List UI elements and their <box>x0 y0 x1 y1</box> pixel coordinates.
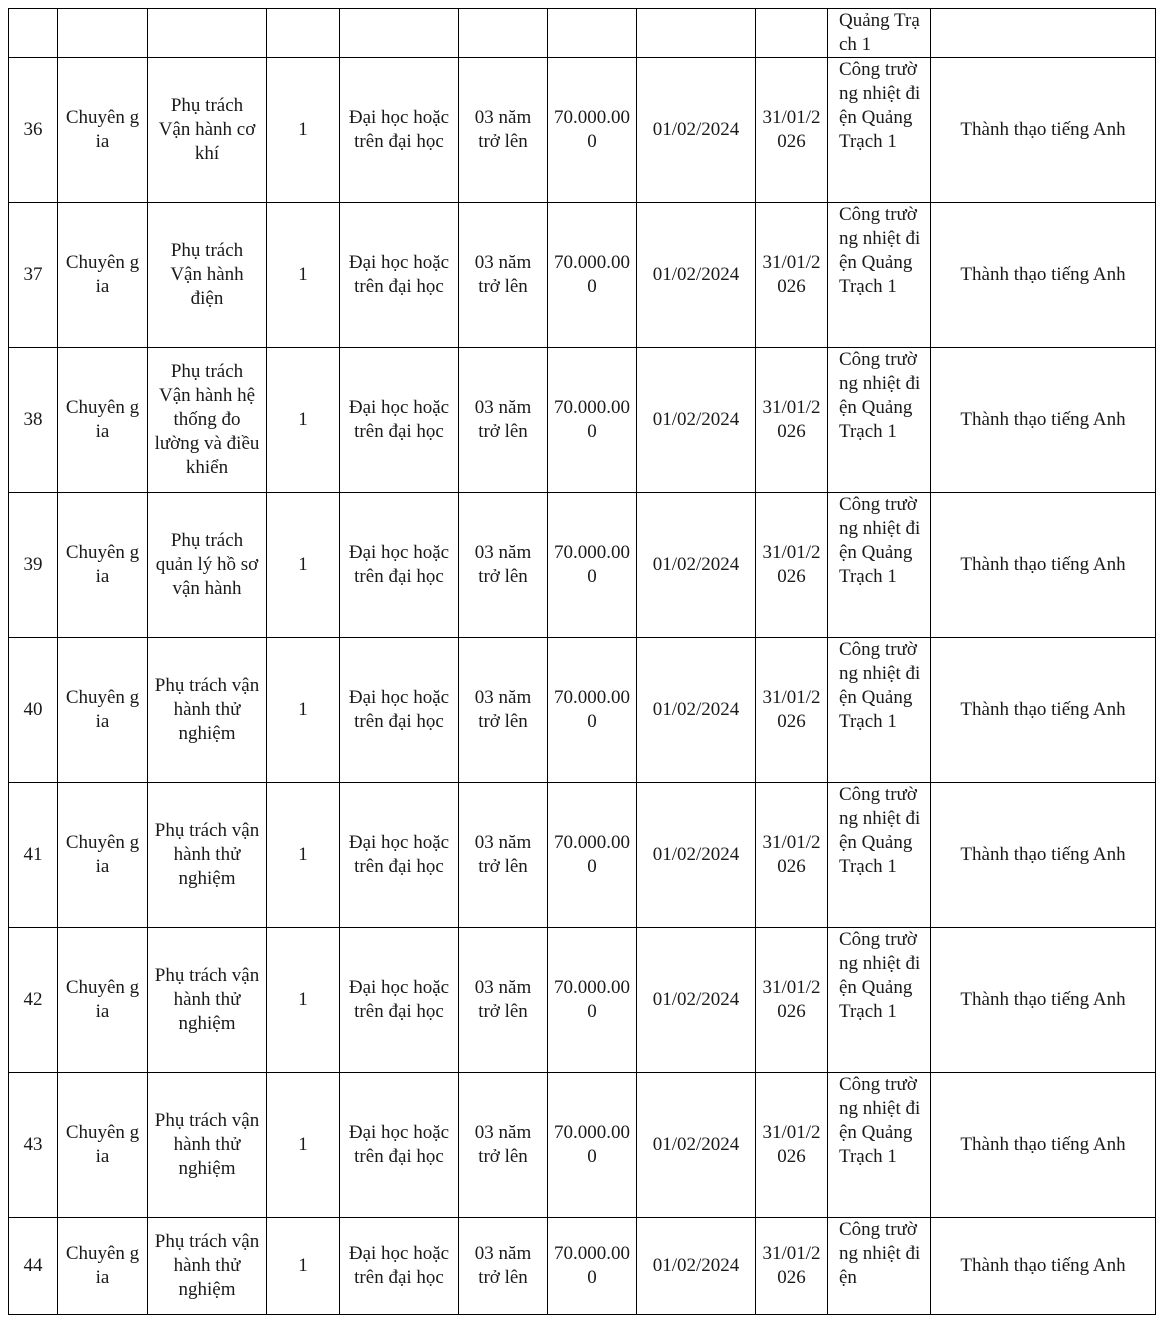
cell-position: Phụ trách Vận hành điện <box>148 203 267 348</box>
cell-location: Công trường nhiệt điện <box>828 1218 931 1315</box>
cell-position: Phụ trách vận hành thử nghiệm <box>148 783 267 928</box>
cell-requirement <box>931 9 1156 58</box>
cell-end-date: 31/01/2026 <box>756 493 828 638</box>
cell-salary: 70.000.000 <box>548 928 637 1073</box>
cell-position: Phụ trách vận hành thử nghiệm <box>148 1073 267 1218</box>
cell-role: Chuyên gia <box>58 58 148 203</box>
cell-role <box>58 9 148 58</box>
cell-end-date: 31/01/2026 <box>756 783 828 928</box>
cell-requirement: Thành thạo tiếng Anh <box>931 203 1156 348</box>
cell-qualification: Đại học hoặc trên đại học <box>340 1218 459 1315</box>
cell-requirement: Thành thạo tiếng Anh <box>931 1073 1156 1218</box>
cell-requirement: Thành thạo tiếng Anh <box>931 783 1156 928</box>
cell-salary: 70.000.000 <box>548 203 637 348</box>
table-row <box>9 348 1156 493</box>
cell-role: Chuyên gia <box>58 638 148 783</box>
table-row <box>9 1218 1156 1315</box>
cell-experience: 03 năm trở lên <box>459 638 548 783</box>
cell-stt: 42 <box>9 928 58 1073</box>
cell-quantity: 1 <box>267 203 340 348</box>
cell-salary: 70.000.000 <box>548 1218 637 1315</box>
cell-stt: 37 <box>9 203 58 348</box>
cell-position: Phụ trách Vận hành hệ thống đo lường và điều khiển <box>148 348 267 493</box>
table-row-continued <box>9 9 1156 58</box>
cell-start-date: 01/02/2024 <box>637 58 756 203</box>
cell-role: Chuyên gia <box>58 348 148 493</box>
cell-start-date: 01/02/2024 <box>637 783 756 928</box>
cell-qualification: Đại học hoặc trên đại học <box>340 493 459 638</box>
cell-role: Chuyên gia <box>58 928 148 1073</box>
cell-end-date: 31/01/2026 <box>756 928 828 1073</box>
cell-start-date: 01/02/2024 <box>637 493 756 638</box>
table-row <box>9 783 1156 928</box>
table-row <box>9 1073 1156 1218</box>
cell-qualification: Đại học hoặc trên đại học <box>340 928 459 1073</box>
cell-start-date: 01/02/2024 <box>637 203 756 348</box>
table-row <box>9 638 1156 783</box>
cell-location: Công trường nhiệt điện Quảng Trạch 1 <box>828 1073 931 1218</box>
cell-requirement: Thành thạo tiếng Anh <box>931 928 1156 1073</box>
cell-location: Công trường nhiệt điện Quảng Trạch 1 <box>828 348 931 493</box>
cell-quantity: 1 <box>267 58 340 203</box>
cell-quantity: 1 <box>267 348 340 493</box>
cell-end-date <box>756 9 828 58</box>
cell-quantity: 1 <box>267 1218 340 1315</box>
cell-stt: 40 <box>9 638 58 783</box>
cell-location: Công trường nhiệt điện Quảng Trạch 1 <box>828 638 931 783</box>
cell-start-date: 01/02/2024 <box>637 928 756 1073</box>
cell-qualification: Đại học hoặc trên đại học <box>340 1073 459 1218</box>
cell-start-date <box>637 9 756 58</box>
cell-salary: 70.000.000 <box>548 348 637 493</box>
cell-salary: 70.000.000 <box>548 783 637 928</box>
cell-end-date: 31/01/2026 <box>756 203 828 348</box>
cell-role: Chuyên gia <box>58 1218 148 1315</box>
cell-position: Phụ trách vận hành thử nghiệm <box>148 928 267 1073</box>
cell-stt: 41 <box>9 783 58 928</box>
table-row <box>9 58 1156 203</box>
cell-start-date: 01/02/2024 <box>637 1073 756 1218</box>
cell-stt: 43 <box>9 1073 58 1218</box>
cell-end-date: 31/01/2026 <box>756 1073 828 1218</box>
cell-role: Chuyên gia <box>58 783 148 928</box>
cell-location: Công trường nhiệt điện Quảng Trạch 1 <box>828 203 931 348</box>
cell-end-date: 31/01/2026 <box>756 348 828 493</box>
cell-quantity: 1 <box>267 1073 340 1218</box>
cell-stt: 39 <box>9 493 58 638</box>
cell-location: Công trường nhiệt điện Quảng Trạch 1 <box>828 58 931 203</box>
cell-requirement: Thành thạo tiếng Anh <box>931 1218 1156 1315</box>
cell-experience: 03 năm trở lên <box>459 58 548 203</box>
cell-location: Quảng Trạch 1 <box>828 9 931 58</box>
cell-position <box>148 9 267 58</box>
cell-stt: 36 <box>9 58 58 203</box>
cell-salary: 70.000.000 <box>548 493 637 638</box>
cell-quantity: 1 <box>267 928 340 1073</box>
cell-end-date: 31/01/2026 <box>756 638 828 783</box>
cell-salary: 70.000.000 <box>548 638 637 783</box>
cell-qualification: Đại học hoặc trên đại học <box>340 58 459 203</box>
cell-experience <box>459 9 548 58</box>
cell-end-date: 31/01/2026 <box>756 58 828 203</box>
cell-position: Phụ trách vận hành thử nghiệm <box>148 638 267 783</box>
cell-role: Chuyên gia <box>58 1073 148 1218</box>
cell-position: Phụ trách vận hành thử nghiệm <box>148 1218 267 1315</box>
cell-qualification: Đại học hoặc trên đại học <box>340 638 459 783</box>
cell-start-date: 01/02/2024 <box>637 348 756 493</box>
cell-qualification: Đại học hoặc trên đại học <box>340 203 459 348</box>
cell-experience: 03 năm trở lên <box>459 1073 548 1218</box>
cell-qualification <box>340 9 459 58</box>
cell-salary: 70.000.000 <box>548 58 637 203</box>
cell-experience: 03 năm trở lên <box>459 203 548 348</box>
cell-role: Chuyên gia <box>58 493 148 638</box>
cell-location: Công trường nhiệt điện Quảng Trạch 1 <box>828 493 931 638</box>
cell-qualification: Đại học hoặc trên đại học <box>340 348 459 493</box>
cell-location: Công trường nhiệt điện Quảng Trạch 1 <box>828 928 931 1073</box>
cell-requirement: Thành thạo tiếng Anh <box>931 493 1156 638</box>
cell-quantity: 1 <box>267 783 340 928</box>
cell-quantity: 1 <box>267 493 340 638</box>
cell-salary <box>548 9 637 58</box>
cell-quantity <box>267 9 340 58</box>
recruitment-table-page <box>8 8 1156 1315</box>
cell-qualification: Đại học hoặc trên đại học <box>340 783 459 928</box>
cell-requirement: Thành thạo tiếng Anh <box>931 58 1156 203</box>
cell-experience: 03 năm trở lên <box>459 348 548 493</box>
cell-end-date: 31/01/2026 <box>756 1218 828 1315</box>
cell-experience: 03 năm trở lên <box>459 1218 548 1315</box>
table-row <box>9 928 1156 1073</box>
table-row <box>9 493 1156 638</box>
cell-quantity: 1 <box>267 638 340 783</box>
cell-start-date: 01/02/2024 <box>637 638 756 783</box>
cell-position: Phụ trách quản lý hồ sơ vận hành <box>148 493 267 638</box>
cell-experience: 03 năm trở lên <box>459 493 548 638</box>
cell-requirement: Thành thạo tiếng Anh <box>931 638 1156 783</box>
cell-stt <box>9 9 58 58</box>
cell-start-date: 01/02/2024 <box>637 1218 756 1315</box>
cell-requirement: Thành thạo tiếng Anh <box>931 348 1156 493</box>
cell-salary: 70.000.000 <box>548 1073 637 1218</box>
cell-role: Chuyên gia <box>58 203 148 348</box>
recruitment-table <box>8 8 1156 1315</box>
cell-location: Công trường nhiệt điện Quảng Trạch 1 <box>828 783 931 928</box>
cell-experience: 03 năm trở lên <box>459 783 548 928</box>
cell-stt: 44 <box>9 1218 58 1315</box>
cell-stt: 38 <box>9 348 58 493</box>
cell-experience: 03 năm trở lên <box>459 928 548 1073</box>
table-row <box>9 203 1156 348</box>
cell-position: Phụ trách Vận hành cơ khí <box>148 58 267 203</box>
